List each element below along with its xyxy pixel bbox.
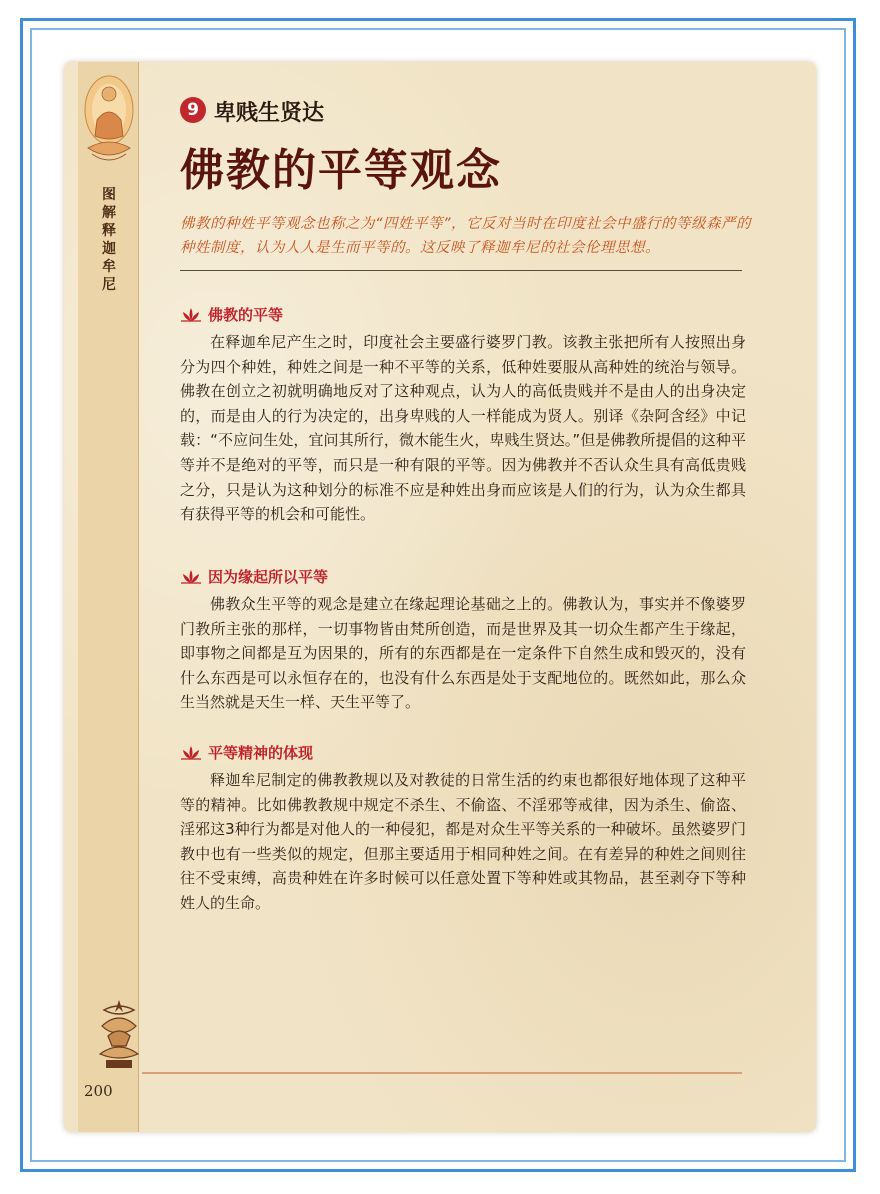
section-heading-label: 佛教的平等 [208,306,284,324]
section-heading-2 [180,566,328,587]
section-body-3: 释迦牟尼制定的佛教教规以及对教徒的日常生活的约束也都很好地体现了这种平等的精神。比如佛教教规中规定不杀生、不偷盗、不淫邪等戒律，因为杀生、偷盗、淫邪这3种行为都是对他人的一种侵犯，都是对众生平等关系的一种破坏。虽然婆罗门教中也有一些类似的规定，但那主要适用于相同种姓之间。在有差异的种姓之间则往往不受束缚，高贵种姓在许多时候可以任意处置下等种姓或其物品，甚至剥夺下等种姓人的生命。 [180,771,746,912]
section-body-2: 佛教众生平等的观念是建立在缘起理论基础之上的。佛教认为，事实并不像婆罗门教所主张的那样，一切事物皆由梵所创造，而是世界及其一切众生都产生于缘起，即事物之间都是互为因果的，所有的东西都是在一定条件下自然生成和毁灭的，没有什么东西是可以永恒存在的，也没有什么东西是处于支配地位的。既然如此，那么众生当然就是天生一样、天生平等了。 [180,595,746,712]
section-heading-3 [180,742,313,763]
chapter-number-badge: 9 [180,97,206,123]
sidebar-book-title: 图解释迦牟尼 [102,187,116,293]
section-heading-label: 平等精神的体现 [208,744,314,762]
section-body-1: 在释迦牟尼产生之时，印度社会主要盛行婆罗门教。该教主张把所有人按照出身分为四个种姓，种姓之间是一种不平等的关系，低种姓要服从高种姓的统治与领导。佛教在创立之初就明确地反对了这种观点，认为人的高低贵贱并不是由人的出身决定的，而是由人的行为决定的，出身卑贱的人一样能成为贤人。别译《杂阿含经》中记载：“不应问生处，宜问其所行，微木能生火，卑贱生贤达。”但是佛教所提倡的这种平等并不是绝对的平等，而只是一种有限的平等。因为佛教并不否认众生具有高低贵贱之分，只是认为这种划分的标准不应是种姓出身而应该是人们的行为，认为众生都具有获得平等的机会和可能性。 [180,333,746,524]
footer-rule [142,1072,742,1074]
intro-summary: 佛教的种姓平等观念也称之为“四姓平等”，它反对当时在印度社会中盛行的等级森严的种姓制度，认为人人是生而平等的。这反映了释迦牟尼的社会伦理思想。 [180,216,752,256]
section-heading-label: 因为缘起所以平等 [208,568,329,586]
lotus-icon [180,745,202,761]
buddha-figure-icon [82,70,136,170]
section-heading-1 [180,304,283,325]
chapter-subtitle: 卑贱生贤达 [214,101,325,126]
lotus-ornament-icon [94,996,144,1074]
intro-divider [180,270,742,271]
lotus-icon [180,307,202,323]
lotus-icon [180,569,202,585]
page-number: 200 [84,1082,113,1100]
page-title: 佛教的平等观念 [180,145,502,196]
